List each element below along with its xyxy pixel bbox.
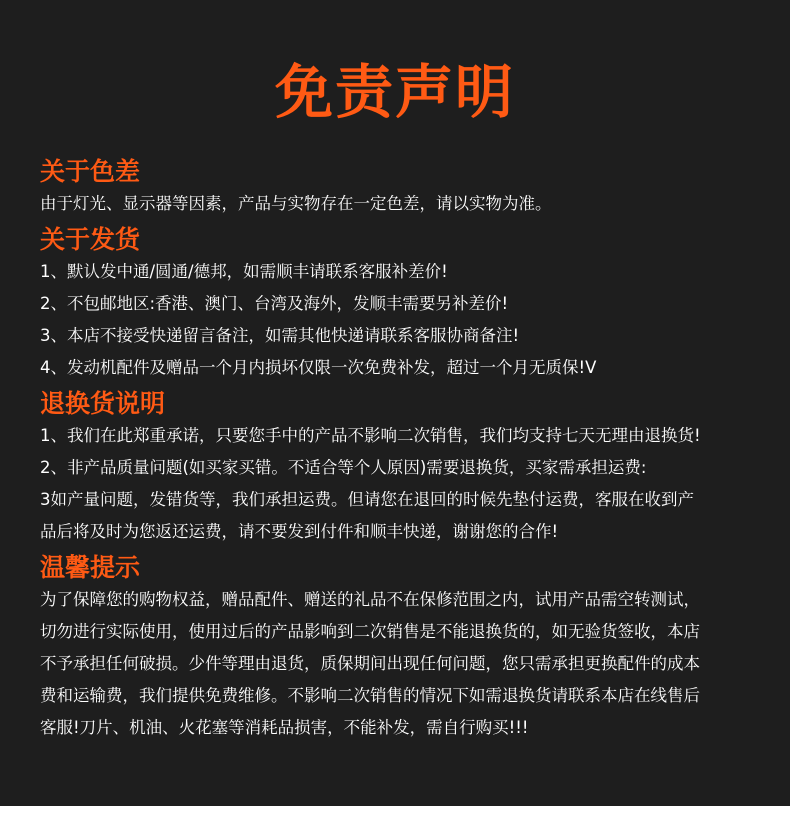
section-heading: 温馨提示 (40, 553, 141, 582)
text-line: 2、非产品质量问题(如买家买错。不适合等个人原因)需要退换货，买家需承担运费: (40, 458, 647, 477)
text-line: 3如产量问题，发错货等，我们承担运费。但请您在退回的时候先垫付运费，客服在收到产 (40, 490, 694, 509)
text-line: 品后将及时为您返还运费，请不要发到付件和顺丰快递，谢谢您的合作! (40, 522, 559, 541)
text-line: 3、本店不接受快递留言备注，如需其他快递请联系客服协商备注! (40, 326, 520, 345)
section-heading: 退换货说明 (40, 389, 166, 418)
section-tips (40, 552, 760, 744)
text-line: 2、不包邮地区:香港、澳门、台湾及海外，发顺丰需要另补差价! (40, 294, 509, 313)
page-title: 免责声明 (274, 58, 515, 126)
text-line: 4、发动机配件及赠品一个月内损坏仅限一次免费补发，超过一个月无质保!V (40, 358, 597, 377)
section-color-difference (40, 156, 760, 220)
section-heading: 关于发货 (40, 225, 141, 254)
text-line: 1、默认发中通/圆通/德邦，如需顺丰请联系客服补差价! (40, 262, 448, 281)
text-line: 客服!刀片、机油、火花塞等消耗品损害，不能补发，需自行购买!!! (40, 718, 529, 737)
text-line: 切勿进行实际使用，使用过后的产品影响到二次销售是不能退换货的，如无验货签收，本店 (40, 622, 700, 641)
section-shipping (40, 224, 760, 384)
text-line: 1、我们在此郑重承诺，只要您手中的产品不影响二次销售，我们均支持七天无理由退换货! (40, 426, 701, 445)
section-heading: 关于色差 (40, 157, 141, 186)
text-line: 不予承担任何破损。少件等理由退货，质保期间出现任何问题，您只需承担更换配件的成本 (40, 654, 700, 673)
text-line: 费和运输费，我们提供免费维修。不影响二次销售的情况下如需退换货请联系本店在线售后 (40, 686, 700, 705)
text-line: 为了保障您的购物权益，赠品配件、赠送的礼品不在保修范围之内，试用产品需空转测试， (40, 590, 700, 609)
section-returns (40, 388, 760, 548)
text-line: 由于灯光、显示器等因素，产品与实物存在一定色差，请以实物为准。 (40, 194, 552, 213)
content (40, 156, 760, 748)
